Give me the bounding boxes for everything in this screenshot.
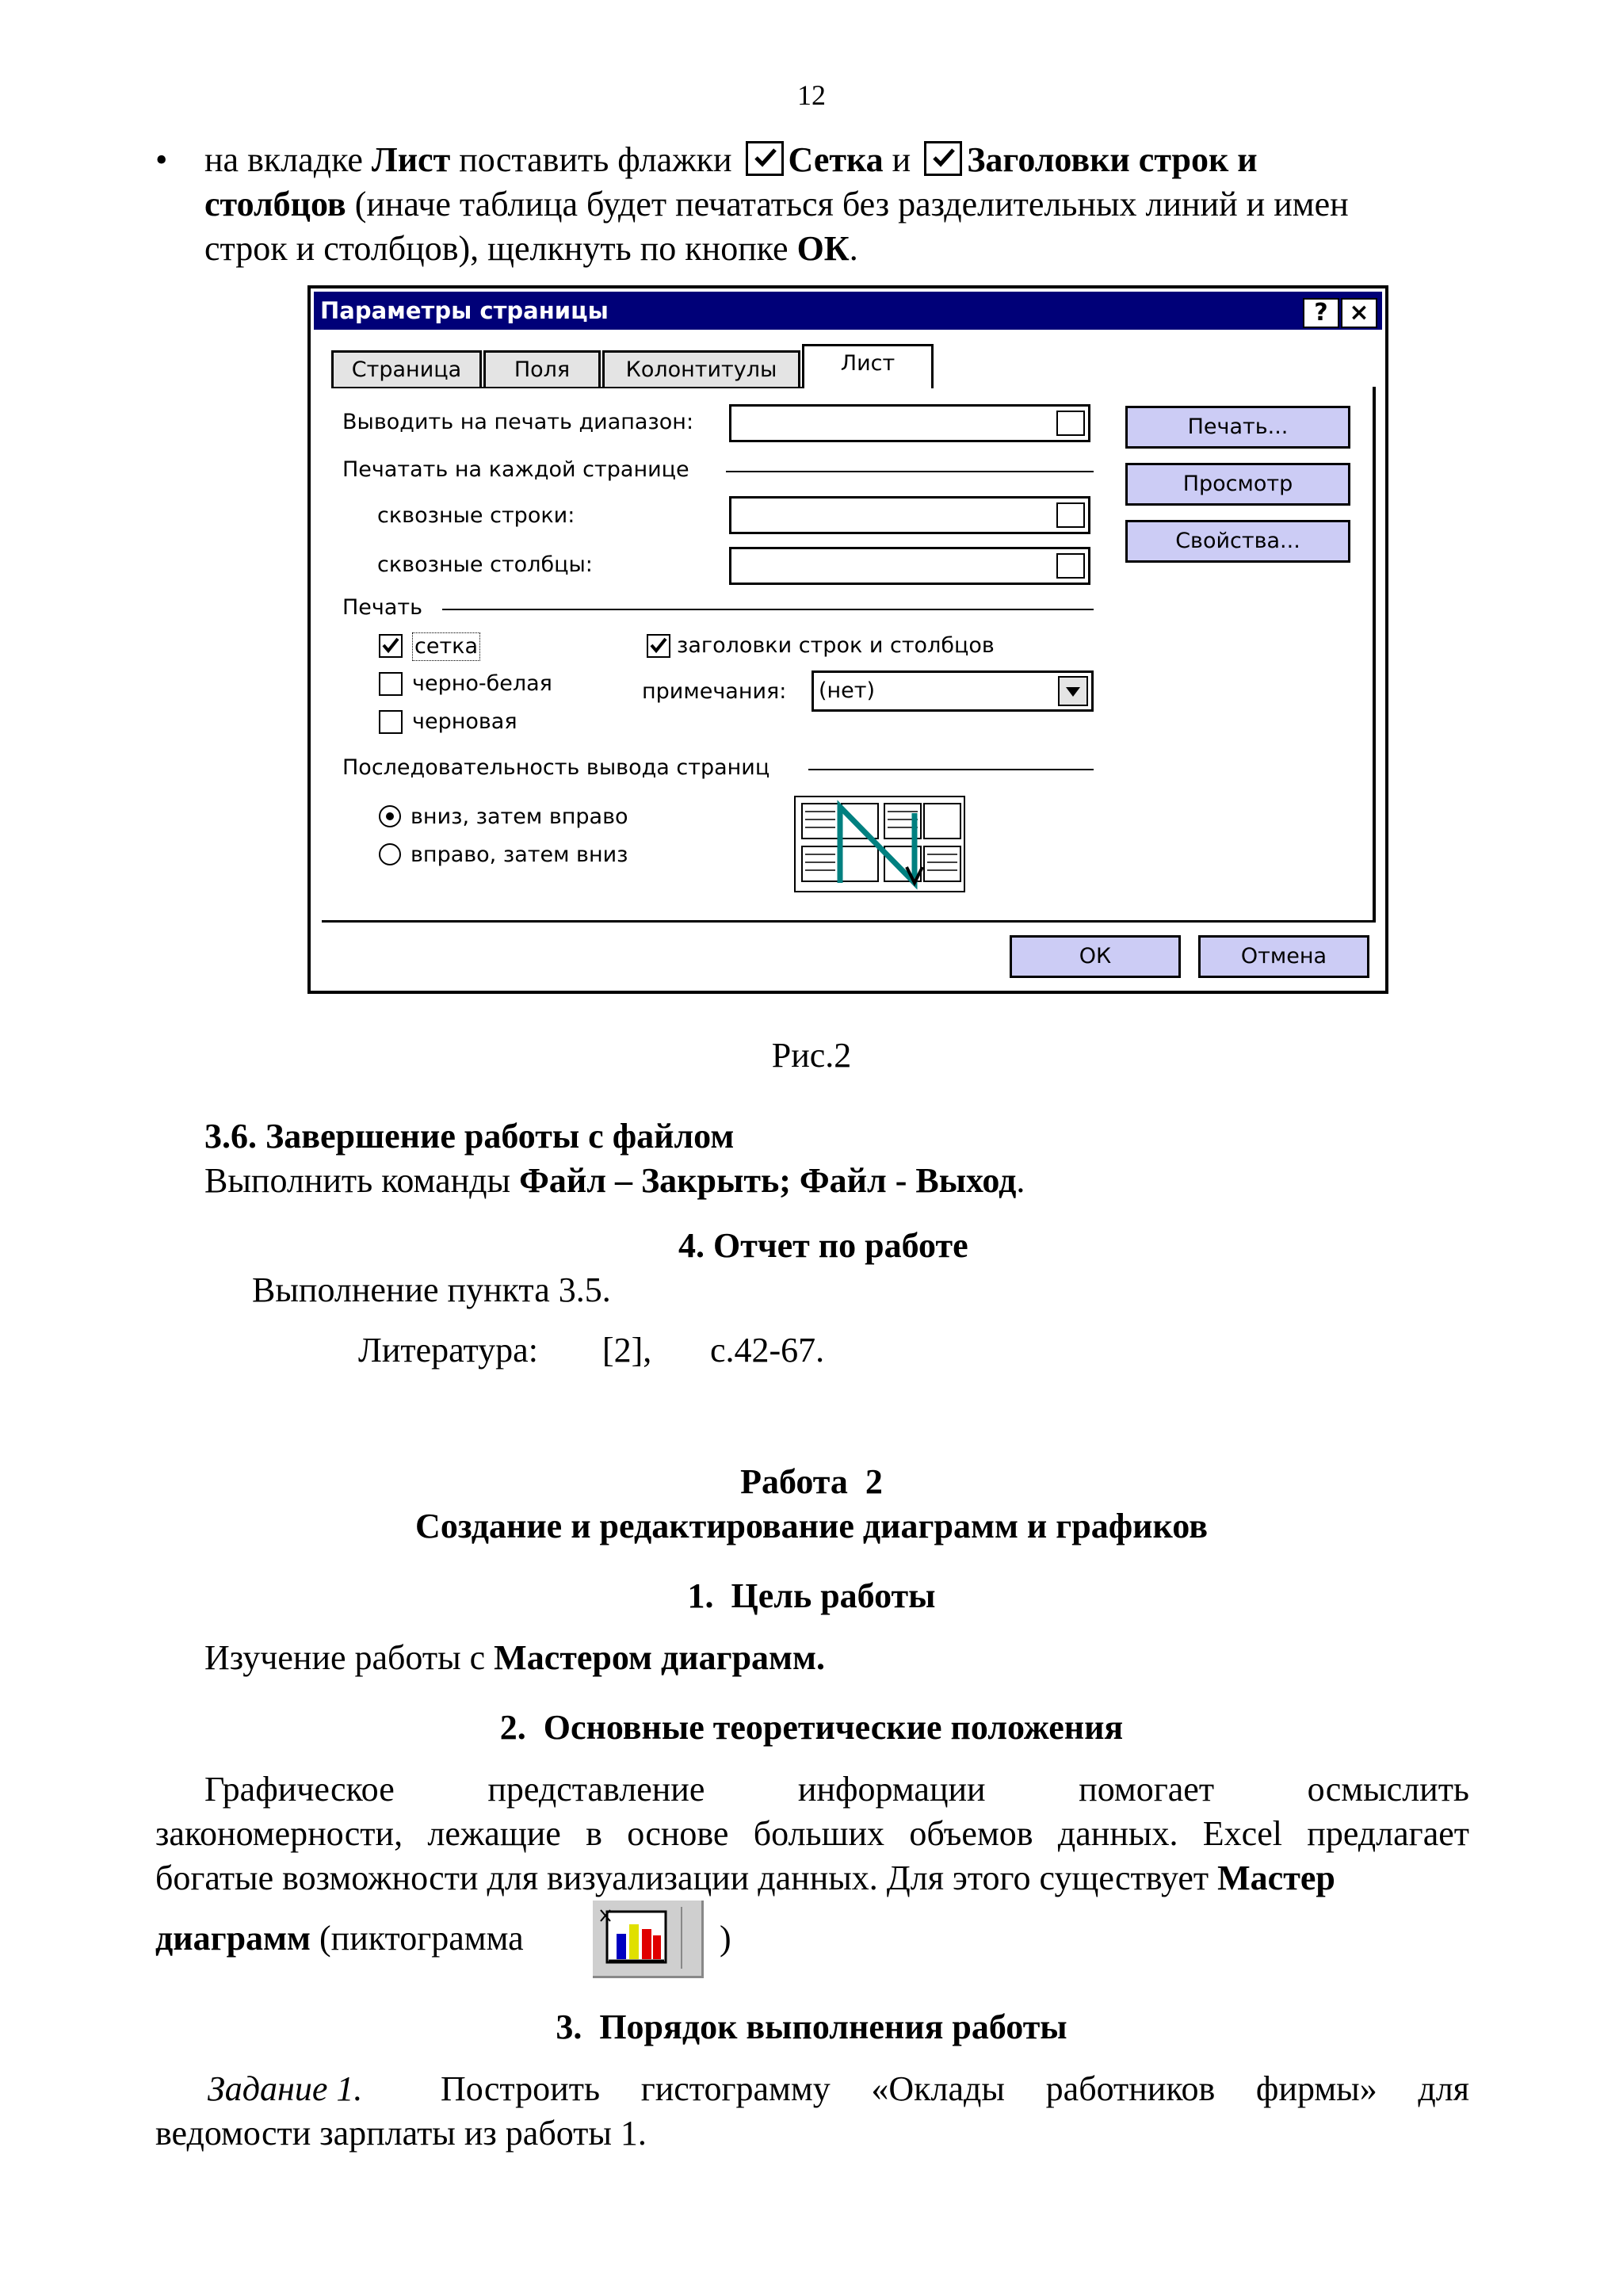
print-button[interactable]: Печать...: [1125, 406, 1350, 449]
literature-pages: с.42-67.: [710, 1331, 825, 1370]
theory-line-3: богатые возможности для визуализации данных. Для этого существует Мастер: [155, 1859, 1335, 1897]
collapse-dialog-icon[interactable]: [1056, 553, 1085, 579]
notes-select[interactable]: [812, 670, 1094, 712]
s36-text: Выполнить команды Файл – Закрыть; Файл - Выход.: [204, 1161, 1025, 1200]
checkmark-icon: [924, 141, 962, 176]
bw-checkbox[interactable]: [379, 672, 403, 696]
ok-button[interactable]: ОК: [1010, 935, 1181, 978]
cols-label: сквозные столбцы:: [377, 552, 593, 577]
page-setup-dialog: [307, 285, 1388, 994]
section-heading: 4. Отчет по работе: [678, 1226, 968, 1265]
order-group-label: Последовательность вывода страниц: [342, 755, 770, 780]
section-heading: 3.6. Завершение работы с файлом: [204, 1117, 735, 1156]
theory-paren: ): [720, 1919, 731, 1958]
properties-button[interactable]: Свойства...: [1125, 520, 1350, 563]
notes-value: (нет): [819, 678, 876, 703]
print-group-label: Печать: [342, 595, 423, 620]
dialog-title: Параметры страницы: [320, 297, 609, 324]
group-divider: [726, 471, 1094, 472]
group-divider: [808, 769, 1094, 770]
intro-line-3: строк и столбцов), щелкнуть по кнопке ОК.: [204, 229, 858, 268]
task-text: Построить гистограмму «Оклады работников фирмы» для: [441, 2069, 1469, 2108]
theory-line-2: закономерности, лежащие в основе больших объемов данных. Excel предлагает: [155, 1814, 1469, 1853]
section-heading: 1. Цель работы: [687, 1576, 936, 1615]
print-range-label: Выводить на печать диапазон:: [342, 410, 694, 434]
notes-label: примечания:: [642, 679, 787, 704]
headers-label: заголовки строк и столбцов: [677, 633, 995, 658]
headers-checkbox[interactable]: [647, 634, 670, 658]
page-order-preview-icon: [794, 796, 965, 892]
intro-line-1: на вкладке Лист поставить флажки Сетка и Заголовки строк и: [204, 140, 1258, 179]
task-text-2: ведомости зарплаты из работы 1.: [155, 2114, 647, 2153]
intro-line-2: столбцов (иначе таблица будет печататься без разделительных линий и имен: [204, 185, 1349, 223]
section-heading: 3. Порядок выполнения работы: [556, 2008, 1067, 2046]
cancel-button[interactable]: Отмена: [1198, 935, 1369, 978]
group-divider: [442, 609, 1094, 610]
draft-checkbox[interactable]: [379, 710, 403, 734]
order-down-radio[interactable]: [379, 805, 401, 827]
grid-label: сетка: [412, 632, 480, 661]
print-each-page-label: Печатать на каждой странице: [342, 457, 689, 482]
chart-wizard-icon: [593, 1901, 704, 1978]
bullet: •: [155, 140, 168, 179]
task-label: Задание 1.: [208, 2069, 363, 2108]
preview-button[interactable]: Просмотр: [1125, 463, 1350, 506]
dialog-titlebar: [314, 292, 1382, 330]
tab-margins[interactable]: Поля: [483, 350, 601, 388]
tab-headers-footers[interactable]: Колонтитулы: [602, 350, 800, 388]
rows-input[interactable]: [729, 496, 1090, 534]
page-number: 12: [797, 79, 826, 111]
grid-checkbox[interactable]: [379, 634, 403, 658]
chevron-down-icon[interactable]: [1058, 676, 1088, 706]
goal-text: Изучение работы с Мастером диаграмм.: [204, 1638, 825, 1677]
literature-ref: [2],: [602, 1331, 652, 1370]
report-text: Выполнение пункта 3.5.: [252, 1270, 611, 1309]
collapse-dialog-icon[interactable]: [1056, 411, 1085, 436]
rows-label: сквозные строки:: [377, 503, 575, 528]
tab-page[interactable]: Страница: [331, 350, 482, 388]
help-button[interactable]: ?: [1303, 298, 1339, 328]
literature-label: Литература:: [358, 1331, 538, 1370]
theory-line-1: Графическое представление информации помогает осмыслить: [204, 1770, 1469, 1809]
order-down-label: вниз, затем вправо: [411, 804, 628, 829]
cols-input[interactable]: [729, 547, 1090, 585]
checkmark-icon: [746, 141, 784, 176]
theory-line-4: диаграмм (пиктограмма: [155, 1919, 524, 1958]
close-button[interactable]: ×: [1341, 298, 1377, 328]
order-right-radio[interactable]: [379, 843, 401, 865]
draft-label: черновая: [412, 709, 517, 734]
figure-caption: Рис.2: [771, 1036, 852, 1075]
collapse-dialog-icon[interactable]: [1056, 502, 1085, 528]
section-heading: 2. Основные теоретические положения: [499, 1708, 1124, 1747]
tab-sheet[interactable]: Лист: [802, 344, 934, 388]
order-right-label: вправо, затем вниз: [411, 842, 628, 867]
bw-label: черно-белая: [412, 671, 552, 696]
work-title: Работа 2: [740, 1462, 883, 1501]
work-subtitle: Создание и редактирование диаграмм и графиков: [415, 1507, 1208, 1545]
print-range-input[interactable]: [729, 404, 1090, 442]
